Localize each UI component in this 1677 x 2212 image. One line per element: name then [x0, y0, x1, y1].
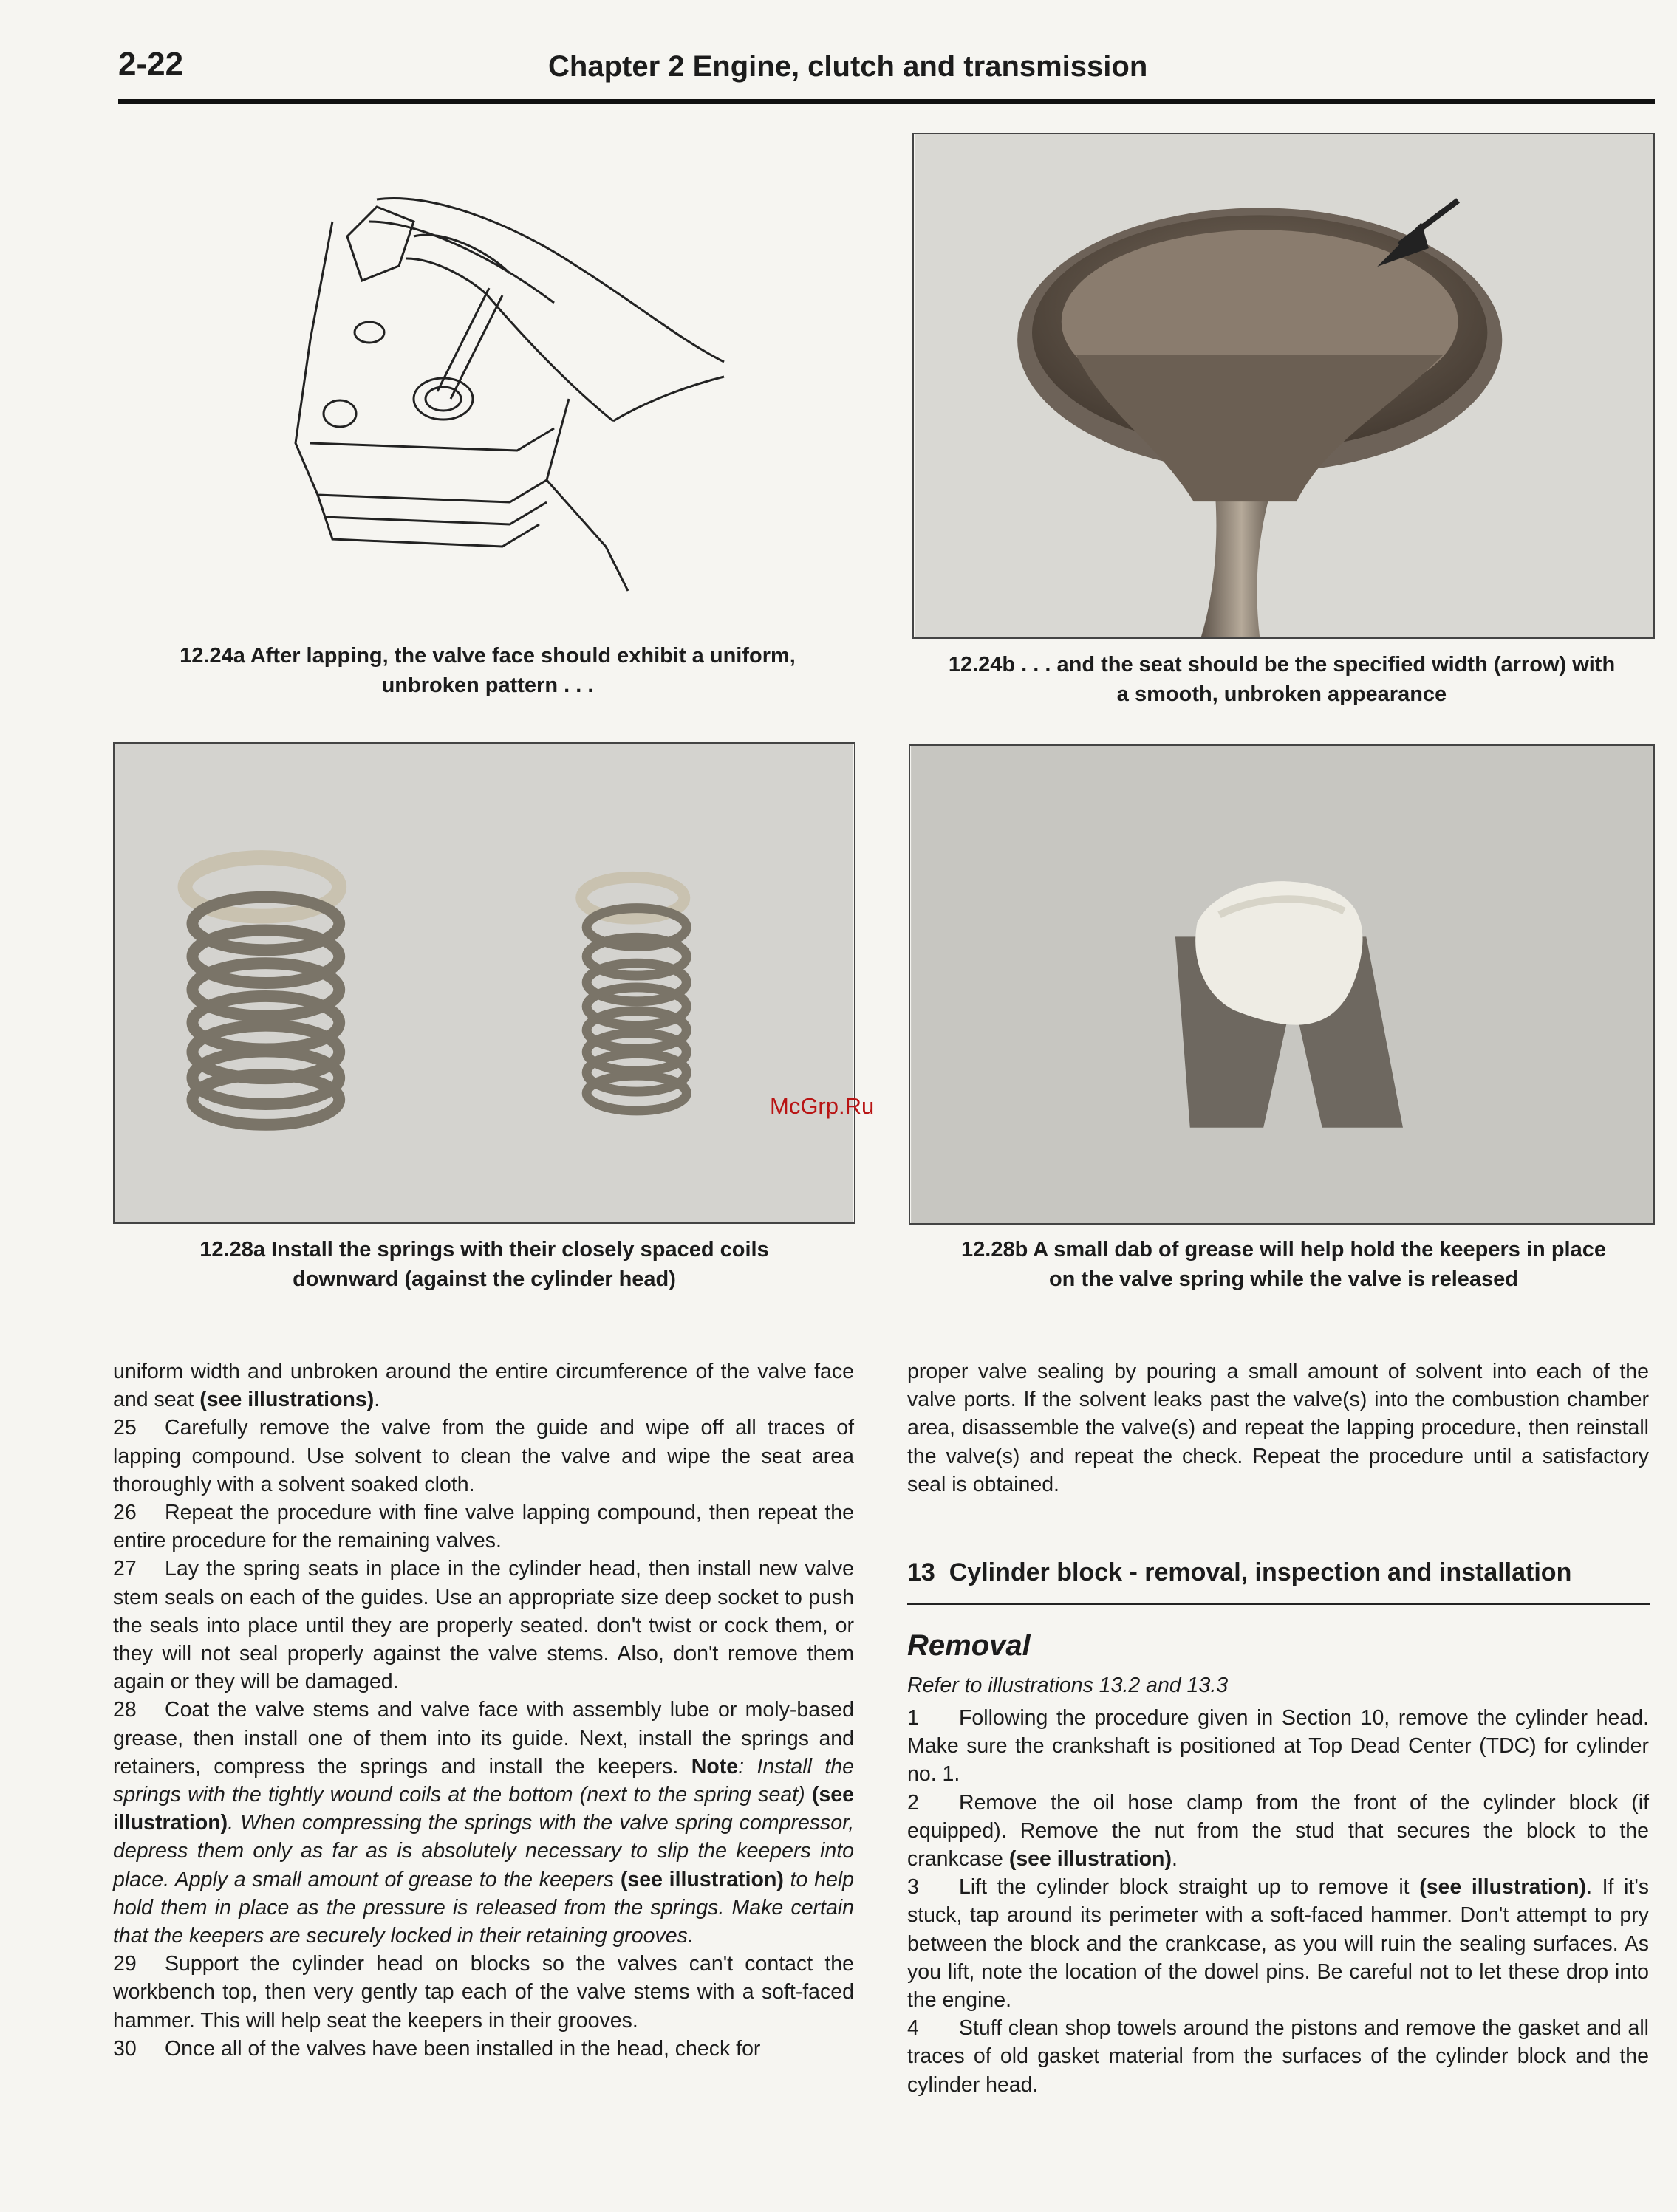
page-number: 2-22	[118, 46, 184, 82]
section-rule	[907, 1603, 1650, 1605]
step-number: 26	[113, 1501, 137, 1525]
header-rule	[118, 99, 1655, 104]
figure-12-28b-photo	[909, 744, 1655, 1225]
step-number: 25	[113, 1416, 137, 1440]
paragraph-text: Once all of the valves have been installed in the head, check for	[165, 2036, 761, 2061]
section-heading	[907, 1558, 1571, 1587]
see-illustration-ref: (see illustration)	[620, 1867, 784, 1891]
right-text-column-top	[907, 1357, 1649, 1499]
paragraph-text: Repeat the procedure with fine valve lapping compound, then repeat the entire procedure for the remaining valves.	[113, 1501, 854, 1553]
note-text: : Install the springs with the tightly wound coils at the bottom (next to the spring seat)	[113, 1754, 854, 1807]
see-illustration-ref: (see illustration)	[1008, 1847, 1172, 1872]
section-title: Cylinder block - removal, inspection and installation	[949, 1558, 1572, 1586]
caption-line: a smooth, unbroken appearance	[1116, 682, 1447, 706]
keeper-grease-photo	[910, 746, 1653, 1223]
step-number: 27	[113, 1557, 137, 1581]
valve-springs-photo	[115, 744, 854, 1222]
note-text: to help hold them in place as the pressure is released from the springs. Make certain that the keepers are securely locked in their retaining grooves.	[113, 1867, 855, 1948]
paragraph-text: Following the procedure given in Section 10, remove the cylinder head. Make sure the crankshaft is positioned at Top Dead Center (TDC) for cylinder no. 1.	[907, 1706, 1649, 1787]
paragraph-text: Lift the cylinder block straight up to remove it	[959, 1875, 1410, 1900]
see-illustration-ref: (see illustration)	[113, 1783, 854, 1835]
paragraph-29	[113, 1950, 854, 2035]
caption-12-24b	[901, 650, 1662, 709]
see-illustrations-ref: (see illustrations)	[199, 1388, 375, 1412]
caption-12-24a	[118, 641, 857, 700]
left-text-column	[113, 1357, 854, 2063]
step-number: 2	[907, 1790, 919, 1815]
step-number: 1	[907, 1706, 919, 1730]
paragraph-text: Lay the spring seats in place in the cylinder head, then install new valve stem seals on each of the guides. Use an appropriate size deep socket to push the seals into place until they are properly seated. don't twist or cock them, or they will not seal properly against the valve stems. Also, don't remove them again or they will be damaged.	[113, 1557, 854, 1694]
step-number: 4	[907, 2016, 919, 2041]
subheading-removal: Removal	[907, 1629, 1031, 1662]
caption-line: unbroken pattern . . .	[381, 674, 594, 697]
paragraph-2: 2 Remove the oil hose clamp from the front of the cylinder block (if equipped). Remove the nut from the stud that secures the block to the crankcase (see illustration).	[907, 1789, 1649, 1874]
paragraph-text: Coat the valve stems and valve face with assembly lube or moly-based grease, then install one of them into its guide. Next, install the springs and retainers, compress the springs and install the keepers.	[113, 1698, 854, 1778]
refer-to-illustrations: Refer to illustrations 13.2 and 13.3	[907, 1674, 1229, 1697]
paragraph-3	[907, 1873, 1649, 2014]
paragraph-30	[113, 2035, 854, 2063]
caption-line: on the valve spring while the valve is released	[1048, 1267, 1519, 1291]
paragraph-continued: proper valve sealing by pouring a small amount of solvent into each of the valve ports. If the solvent leaks past the valve(s) into the combustion chamber area, disassemble the valve(s) and repeat the lapping procedure, then reinstall the valve(s) and repeat the check. Repeat the procedure until a satisfactory seal is obtained.	[907, 1360, 1649, 1496]
caption-12-28b	[905, 1235, 1662, 1294]
paragraph-text: Carefully remove the valve from the guide and wipe off all traces of lapping compound. Use solvent to clean the valve and wipe the seat area thoroughly with a solvent soaked cloth.	[113, 1416, 854, 1496]
paragraph-text: Remove the oil hose clamp from the front of the cylinder block (if equipped). Remove the nut from the stud that secures the block to the crankcase	[907, 1790, 1649, 1872]
valve-seat-photo	[914, 134, 1653, 637]
see-illustration-ref: (see illustration)	[1419, 1875, 1587, 1900]
paragraph-text: . If it's stuck, tap around its perimeter with a soft-faced hammer. Don't attempt to pry between the block and the crankcase, as you will ruin the sealing surfaces. As you lift, note the location of the dowel pins. Be careful not to let these drop into the engine.	[907, 1875, 1650, 2013]
section-number: 13	[907, 1558, 935, 1586]
step-number: 29	[113, 1952, 137, 1976]
step-number: 28	[113, 1698, 137, 1722]
watermark: McGrp.Ru	[770, 1093, 875, 1119]
paragraph-26	[113, 1499, 854, 1555]
caption-line: 12.24a After lapping, the valve face should exhibit a uniform,	[180, 644, 796, 668]
figure-12-24a-drawing	[266, 177, 739, 620]
figure-12-28a-photo	[113, 742, 855, 1224]
paragraph-25	[113, 1414, 854, 1499]
figure-12-24b-photo	[912, 133, 1655, 639]
right-text-column-bottom	[907, 1704, 1649, 2099]
caption-line: 12.28b A small dab of grease will help hold the keepers in place	[961, 1238, 1606, 1261]
paragraph-text: uniform width and unbroken around the entire circumference of the valve face and seat	[113, 1360, 854, 1412]
note-text: . When compressing the springs with the valve spring compressor, depress them only as far as is absolutely necessary to slip the keepers into place. Apply a small amount of grease to the keepers	[113, 1811, 854, 1891]
paragraph-text: Stuff clean shop towels around the pistons and remove the gasket and all traces of old gasket material from the surfaces of the cylinder block and the cylinder head.	[907, 2016, 1649, 2097]
chapter-title: Chapter 2 Engine, clutch and transmission	[548, 50, 1148, 83]
caption-line: 12.24b . . . and the seat should be the specified width (arrow) with	[948, 653, 1616, 677]
step-number: 30	[113, 2036, 137, 2061]
caption-line: 12.28a Install the springs with their closely spaced coils	[199, 1238, 769, 1261]
paragraph-4	[907, 2014, 1649, 2099]
paragraph-28	[113, 1696, 854, 1950]
paragraph-27	[113, 1555, 854, 1696]
valve-lapping-drawing	[266, 177, 739, 620]
paragraph-text: Support the cylinder head on blocks so the valves can't contact the workbench top, then very gently tap each of the valve stems with a soft-faced hammer. This will help seat the keepers in their grooves.	[113, 1952, 854, 2033]
caption-line: downward (against the cylinder head)	[293, 1267, 676, 1291]
caption-12-28a	[113, 1235, 855, 1294]
paragraph-continued: uniform width and unbroken around the entire circumference of the valve face and seat (see illustrations).	[113, 1360, 854, 1412]
paragraph-1	[907, 1704, 1649, 1789]
step-number: 3	[907, 1875, 919, 1900]
note-label: Note	[691, 1754, 739, 1778]
